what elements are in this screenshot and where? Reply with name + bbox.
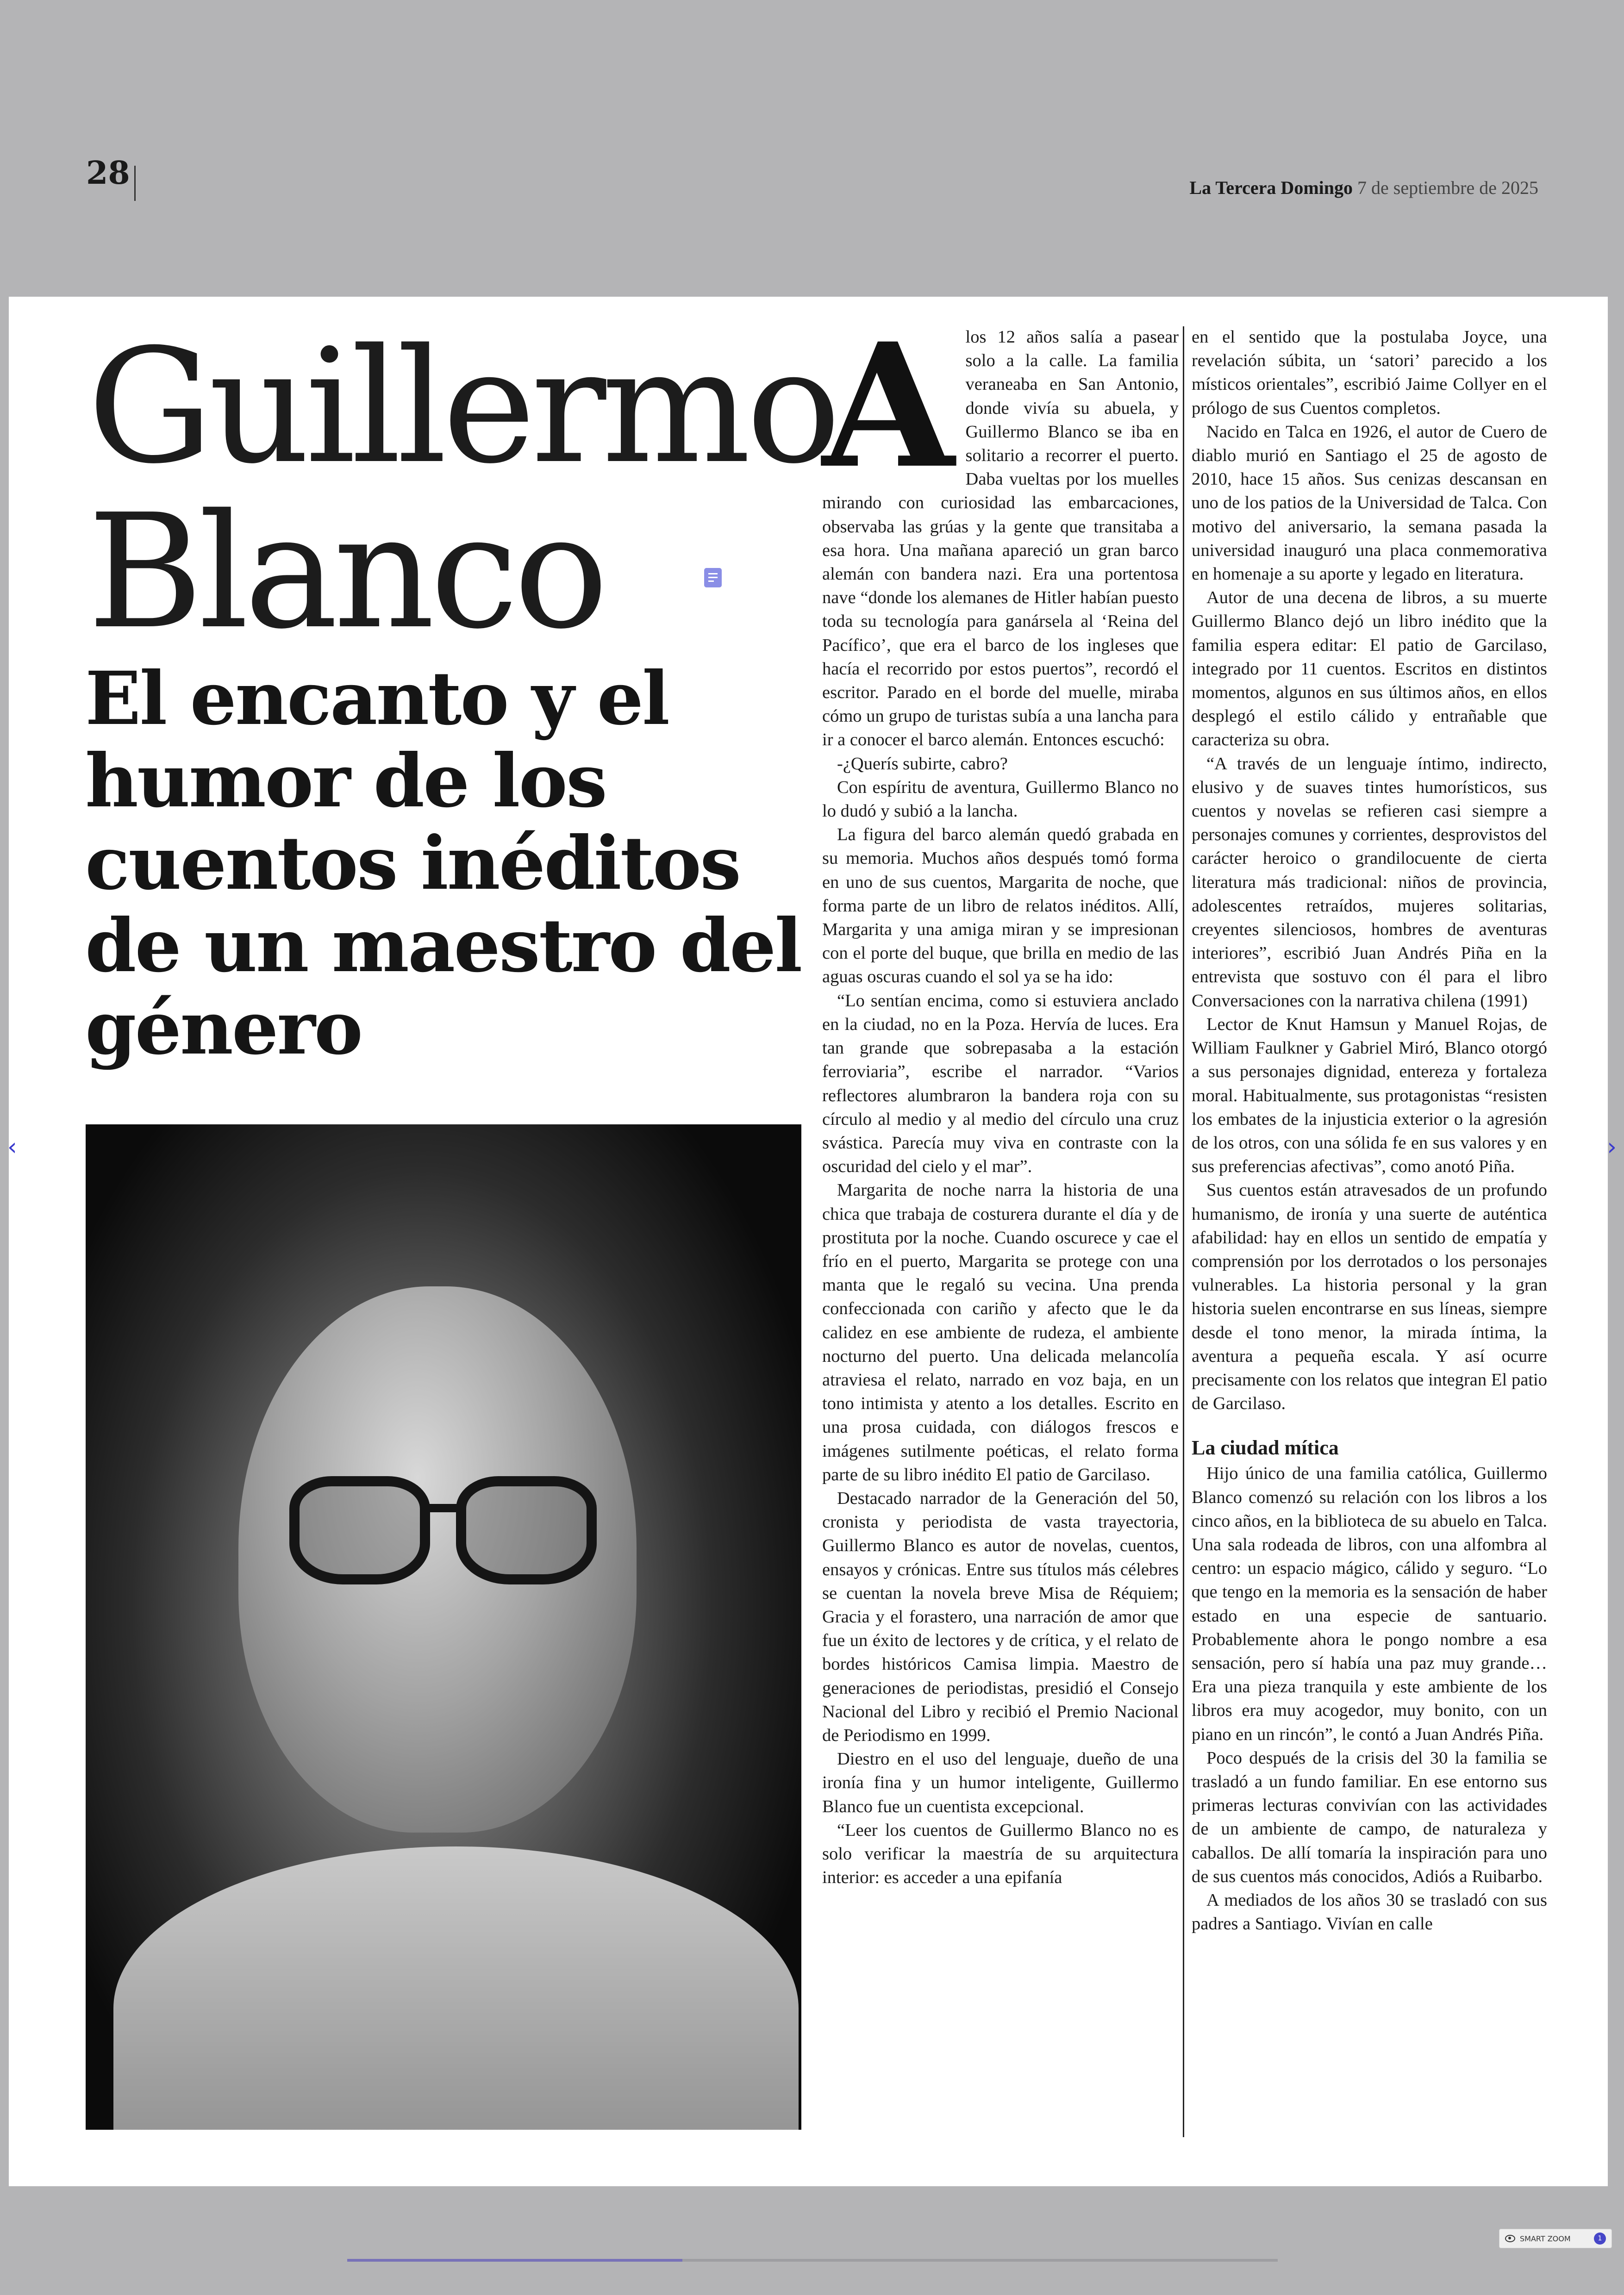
reading-progress-bar[interactable] bbox=[347, 2259, 1278, 2262]
masthead bbox=[1189, 177, 1538, 199]
portrait-shirt bbox=[113, 1846, 799, 2130]
previous-page-arrow-icon[interactable]: ‹ bbox=[7, 1133, 17, 1161]
paragraph: en el sentido que la postulaba Joyce, una revelación súbita, un ‘satori’ parecido a los místicos orientales”, escribió Jaime Collyer en el prólogo de sus Cuentos completos. bbox=[1192, 327, 1547, 418]
smart-zoom-button[interactable] bbox=[1499, 2229, 1612, 2248]
paragraph: “Leer los cuentos de Guillermo Blanco no es solo verificar la maestría de su arquitectura interior: es acceder a una epifanía bbox=[822, 1820, 1179, 1888]
issue-date: 7 de septiembre de 2025 bbox=[1357, 177, 1538, 198]
paragraph: La figura del barco alemán quedó grabada en su memoria. Muchos años después tomó forma en uno de sus cuentos, Margarita de noche, que forma parte de un libro de relatos inéditos. Allí, Margarita y una amiga miran y se impresionan con el porte del buque, que brilla en medio de las aguas oscuras cuando el sol ya se ha ido: bbox=[822, 825, 1179, 987]
publication-name: La Tercera Domingo bbox=[1189, 177, 1353, 198]
note-icon[interactable] bbox=[704, 568, 722, 587]
paragraph: Autor de una decena de libros, a su muerte Guillermo Blanco dejó un libro inédito que la familia espera editar: El patio de Garcilaso, integrado por 11 cuentos. Escritos en distintos momentos, algunos en sus últimos años, en ellos desplegó el estilo cálido y entrañable que caracteriza su obra. bbox=[1192, 588, 1547, 750]
paragraph: “A través de un lenguaje íntimo, indirecto, elusivo y de suaves tintes humorísticos, sus cuentos y novelas se refieren casi siempre a personajes comunes y corrientes, desprovistos del carácter heroico o grandilocuente de cierta literatura más tradicional: niños de provincia, adolescentes retraídos, mujeres solitarias, creyentes silenciosos, hombres de aventuras interiores”, escribió Juan Andrés Piña en la entrevista que sostuvo con él para el libro Conversaciones con la narrativa chilena (1991) bbox=[1192, 754, 1547, 1010]
article-column-1 bbox=[822, 306, 1179, 1890]
paragraph: “Lo sentían encima, como si estuviera anclado en la ciudad, no en la Poza. Hervía de luces. Era tan grande que sobrepasaba a la estación ferroviaria”, escribe el narrador. “Varios reflectores alumbraron la bandera roja con su círculo al medio y al medio del círculo una cruz svástica. Parecía muy viva en contraste con la oscuridad del cielo y el mar”. bbox=[822, 991, 1179, 1177]
newspaper-page bbox=[9, 297, 1608, 2186]
drop-cap: A bbox=[822, 306, 955, 506]
article-name-title bbox=[87, 315, 837, 664]
paragraph: Diestro en el uso del lenguaje, dueño de una ironía fina y un humor inteligente, Guillermo Blanco fue un cuentista excepcional. bbox=[822, 1749, 1179, 1816]
paragraph: Lector de Knut Hamsun y Manuel Rojas, de William Faulkner y Gabriel Miró, Blanco otorgó a sus personajes dignidad, entereza y fortaleza moral. Habitualmente, sus protagonistas “resisten los embates de la injusticia exterior o la agresión de los otros, con una sólida fe en sus valores y en sus preferencias afectivas”, como anotó Piña. bbox=[1192, 1014, 1547, 1177]
page-number-divider bbox=[134, 166, 136, 201]
next-page-arrow-icon[interactable]: › bbox=[1607, 1133, 1617, 1161]
paragraph: Hijo único de una familia católica, Guillermo Blanco comenzó su relación con los libros a los cinco años, en la biblioteca de su abuelo en Talca. Una sala rodeada de libros, con una alfombra al centro: un espacio mágico, cálido y seguro. “Lo que tengo en la memoria es la sensación de haber estado en una especie de santuario. Probablemente ahora le pongo nombre a esa sensación, pero sí había una paz muy grande… Era una pieza tranquila y este ambiente de los libros era muy acogedor, muy bonito, con un piano en un rincón”, le contó a Juan Andrés Piña. bbox=[1192, 1464, 1547, 1744]
paragraph: Nacido en Talca en 1926, el autor de Cuero de diablo murió en Santiago el 25 de agosto de 2010, hace 15 años. Sus cenizas descansan en uno de los patios de la Universidad de Talca. Con motivo del aniversario, la semana pasada la universidad inauguró una placa conmemorativa en homenaje a su aporte y legado en literatura. bbox=[1192, 422, 1547, 584]
section-subhead: La ciudad mítica bbox=[1192, 1436, 1339, 1459]
paragraph: Sus cuentos están atravesados de un profundo humanismo, de ironía y una suerte de auténtica afabilidad: hay en ellos un sentido de empatía y comprensión por los derrotados o los personajes vulnerables. La historia personal y la gran historia suelen encontrarse en sus líneas, siempre desde el tono menor, la mirada íntima, la aventura a pequeña escala. Y así ocurre precisamente con los relatos que integran El patio de Garcilaso. bbox=[1192, 1180, 1547, 1414]
portrait-glasses-bridge bbox=[429, 1504, 462, 1512]
paragraph: A mediados de los años 30 se trasladó con sus padres a Santiago. Vivían en calle bbox=[1192, 1890, 1547, 1934]
article-subtitle: El encanto y el humor de los cuentos inéditos de un maestro del género bbox=[85, 656, 801, 1071]
reading-progress-fill bbox=[347, 2259, 682, 2262]
column-rule bbox=[1183, 326, 1184, 2137]
smart-zoom-count-badge: 1 bbox=[1594, 2233, 1606, 2245]
paragraph: Con espíritu de aventura, Guillermo Blanco no lo dudó y subió a la lancha. bbox=[822, 777, 1179, 821]
paragraph: Poco después de la crisis del 30 la familia se trasladó a un fundo familiar. En ese entorno sus primeras lecturas convivían con las actividades de un ambiente de campo, de naturaleza y caballos. De allí tomaría la inspiración para uno de sus cuentos más conocidos, Adiós a Ruibarbo. bbox=[1192, 1748, 1547, 1886]
paragraph: -¿Querís subirte, cabro? bbox=[837, 754, 1008, 773]
paragraph: Destacado narrador de la Generación del 50, cronista y periodista de vasta trayectoria, Guillermo Blanco es autor de novelas, cuentos, ensayos y crónicas. Entre sus títulos más célebres se cuentan la novela breve Misa de Réquiem; Gracia y el forastero, una narración de amor que fue un éxito de lectores y de crítica, y el relato de bordes históricos Camisa limpia. Maestro de generaciones de periodistas, presidió el Consejo Nacional del Libro y recibió el Premio Nacional de Periodismo en 1999. bbox=[822, 1488, 1179, 1745]
smart-zoom-label: SMART ZOOM bbox=[1520, 2234, 1571, 2243]
page-number: 28 bbox=[86, 155, 130, 192]
portrait-glasses-right bbox=[456, 1476, 597, 1584]
name-line-2: Blanco bbox=[87, 480, 604, 664]
eye-icon bbox=[1505, 2235, 1515, 2242]
name-line-1: Guillermo bbox=[87, 315, 837, 499]
article-column-2 bbox=[1192, 325, 1547, 1936]
paragraph: los 12 años salía a pasear solo a la calle. La familia veraneaba en San Antonio, donde vivía su abuela, y Guillermo Blanco se iba en solitario a recorrer el puerto. Daba vueltas por los muelles mirando con curiosidad las embarcaciones, observaba las grúas y la gente que transitaba a esa hora. Una mañana apareció un gran barco alemán con bandera nazi. Era una portentosa nave “donde los alemanes de Hitler habían puesto toda su tecnología para ganársela al ‘Reina del Pacífico’, que era el barco de los ingleses que hacía el recorrido por estos puertos”, recordó el escritor. Parado en el borde del muelle, miraba cómo un grupo de turistas subía a una lancha para ir a conocer el barco alemán. Entonces escuchó: bbox=[822, 327, 1179, 750]
portrait-glasses-left bbox=[289, 1476, 430, 1584]
author-portrait-photo bbox=[86, 1124, 801, 2130]
viewer-top-area bbox=[0, 0, 1624, 296]
paragraph: Margarita de noche narra la historia de una chica que trabaja de costurera durante el día y de prostituta por la noche. Cuando oscurece y cae el frío en el puerto, Margarita se protege con una manta que le regaló su vecina. Una prenda confeccionada con cariño y afecto que le da calidez en ese ambiente de rudeza, el ambiente nocturno del puerto. Una delicada melancolía atraviesa el relato, narrado en voz baja, en un tono intimista y atento a los detalles. Escrito en una prosa cuidada, con diálogos frescos e imágenes sutilmente poéticas, el relato forma parte de su libro inédito El patio de Garcilaso. bbox=[822, 1180, 1179, 1484]
